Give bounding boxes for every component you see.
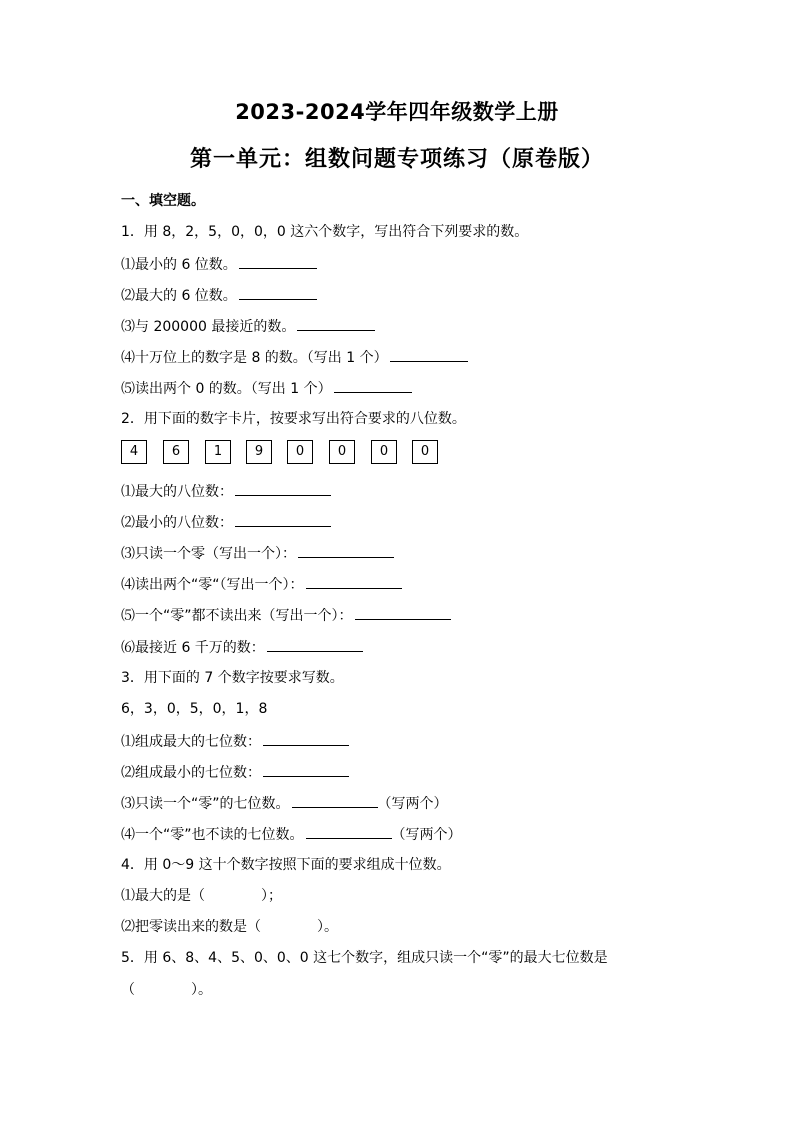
- answer-blank[interactable]: [297, 316, 375, 331]
- digit-card: 9: [246, 440, 272, 464]
- question-4-item-1: [121, 886, 282, 906]
- question-2-item-2: [121, 512, 331, 533]
- question-5-prompt: 5．用 6、8、4、5、0、0、0 这七个数字，组成只读一个“零”的最大七位数是: [121, 950, 608, 966]
- item-label: ⑴最大的八位数：: [121, 484, 233, 500]
- digit-card: 4: [121, 440, 147, 464]
- answer-blank[interactable]: [235, 481, 331, 496]
- answer-blank[interactable]: [306, 574, 402, 589]
- item-label: ⑷一个“零”也不读的七位数。: [121, 827, 304, 843]
- question-1-item-4: [121, 347, 468, 368]
- answer-blank[interactable]: [292, 793, 378, 808]
- item-label: ⑵组成最小的七位数：: [121, 765, 261, 781]
- answer-blank[interactable]: [263, 762, 349, 777]
- item-close: ）；: [261, 888, 282, 904]
- digit-card: 0: [412, 440, 438, 464]
- section-heading: 一、填空题。: [121, 193, 205, 209]
- question-1-item-2: [121, 285, 317, 306]
- page-subtitle: 第一单元：组数问题专项练习（原卷版）: [189, 147, 604, 172]
- digit-card: 6: [163, 440, 189, 464]
- item-label: ⑷读出两个“零“（写出一个）：: [121, 577, 304, 593]
- item-label: ⑵把零读出来的数是（: [121, 919, 261, 935]
- digit-card: 0: [329, 440, 355, 464]
- question-2-item-3: [121, 543, 394, 564]
- item-label: ⑸一个“零”都不读出来（写出一个）：: [121, 608, 353, 624]
- item-label: ⑴最小的 6 位数。: [121, 257, 237, 273]
- paren-close: ）。: [191, 982, 212, 998]
- answer-blank[interactable]: [267, 637, 363, 652]
- item-close: ）。: [317, 919, 338, 935]
- answer-blank[interactable]: [334, 378, 412, 393]
- item-label: ⑵最大的 6 位数。: [121, 288, 237, 304]
- question-2-prompt: 2．用下面的数字卡片，按要求写出符合要求的八位数。: [121, 411, 466, 427]
- item-label: ⑷十万位上的数字是 8 的数。（写出 1 个）: [121, 350, 388, 366]
- question-4-item-2: [121, 917, 338, 937]
- question-3-item-1: [121, 731, 349, 752]
- item-label: ⑴最大的是（: [121, 888, 205, 904]
- answer-blank[interactable]: [235, 512, 331, 527]
- digit-card: 1: [205, 440, 231, 464]
- item-label: ⑶只读一个“零”的七位数。: [121, 796, 290, 812]
- digit-card: 0: [287, 440, 313, 464]
- digit-cards: [121, 440, 441, 466]
- answer-blank[interactable]: [239, 285, 317, 300]
- question-1-prompt: 1．用 8，2，5，0，0，0 这六个数字，写出符合下列要求的数。: [121, 224, 529, 240]
- answer-blank[interactable]: [355, 605, 451, 620]
- item-suffix: （写两个）: [377, 796, 448, 812]
- page-title: 2023-2024学年四年级数学上册: [235, 100, 559, 124]
- question-2-item-1: [121, 481, 331, 502]
- answer-blank[interactable]: [306, 824, 392, 839]
- question-2-item-5: [121, 605, 451, 626]
- question-3-item-2: [121, 762, 349, 783]
- answer-blank[interactable]: [390, 347, 468, 362]
- question-4-prompt: 4．用 0～9 这十个数字按照下面的要求组成十位数。: [121, 857, 451, 873]
- question-2-item-6: [121, 637, 363, 658]
- question-3-prompt: 3．用下面的 7 个数字按要求写数。: [121, 670, 344, 686]
- question-3-item-3: [121, 793, 448, 814]
- question-5-answer-line: [121, 980, 212, 1000]
- answer-blank[interactable]: [298, 543, 394, 558]
- question-2-item-4: [121, 574, 402, 595]
- item-suffix: （写两个）: [391, 827, 462, 843]
- question-1-item-5: [121, 378, 412, 399]
- item-label: ⑶只读一个零（写出一个）：: [121, 546, 296, 562]
- question-3-digits: 6，3，0，5，0，1，8: [121, 701, 268, 717]
- item-label: ⑴组成最大的七位数：: [121, 734, 261, 750]
- question-3-item-4: [121, 824, 462, 845]
- item-label: ⑶与 200000 最接近的数。: [121, 319, 296, 335]
- question-1-item-3: [121, 316, 375, 337]
- digit-card: 0: [371, 440, 397, 464]
- paren-open: （: [121, 982, 135, 998]
- item-label: ⑵最小的八位数：: [121, 515, 233, 531]
- answer-blank[interactable]: [263, 731, 349, 746]
- item-label: ⑸读出两个 0 的数。（写出 1 个）: [121, 381, 332, 397]
- item-label: ⑹最接近 6 千万的数：: [121, 640, 265, 656]
- question-1-item-1: [121, 254, 317, 275]
- answer-blank[interactable]: [239, 254, 317, 269]
